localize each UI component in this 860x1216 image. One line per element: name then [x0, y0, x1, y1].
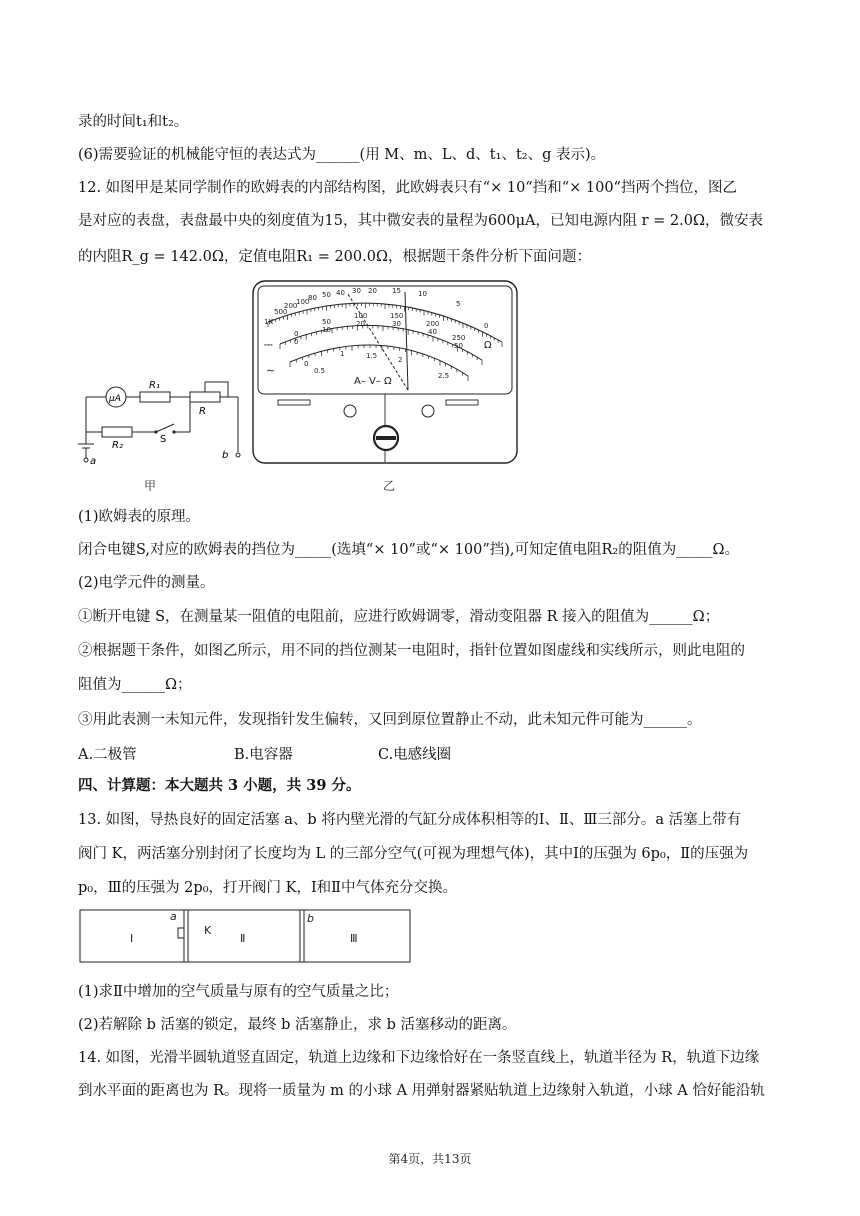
- piston-b-label: b: [307, 912, 314, 925]
- ohm-scale-label: 500: [274, 308, 288, 316]
- ohm-scale-label: 50: [322, 291, 331, 299]
- question-13-part-1: (1)求Ⅱ中增加的空气质量与原有的空气质量之比；: [78, 984, 399, 1000]
- mid-scale-label: 10: [322, 326, 331, 334]
- label-r2: R₂: [112, 440, 123, 451]
- mid-scale-label: 100: [354, 312, 368, 320]
- ohm-scale-label: 30: [352, 287, 361, 295]
- sub-question-2-item-2-cont: 阻值为______Ω；: [78, 677, 192, 693]
- piston-a-label: a: [170, 910, 177, 923]
- text-line-1: 录的时间t₁和t₂。: [78, 114, 189, 130]
- section-heading: 四、计算题：本大题共 3 小题，共 39 分。: [78, 777, 361, 794]
- ohm-scale-label: 200: [284, 302, 298, 310]
- low-scale-label: 0: [304, 360, 309, 368]
- mid-scale-label: 20: [356, 320, 365, 328]
- mode-text: A– V– Ω: [354, 376, 392, 387]
- question-13-line-2: 阀门 K，两活塞分别封闭了长度均为 L 的三部分空气(可视为理想气体)，其中Ⅰ的压强为 6p₀，Ⅱ的压强为: [78, 846, 749, 862]
- mid-scale-label: 40: [428, 328, 437, 336]
- question-12-line-2: 是对应的表盘，表盘最中央的刻度值为15，其中微安表的量程为600μA，已知电源内阻 r = 2.0Ω，微安表: [78, 213, 764, 229]
- dc-symbol: ⎓: [264, 338, 273, 351]
- low-scale-label: 2: [398, 356, 403, 364]
- label-r: R: [199, 406, 206, 417]
- sub-question-1-title: (1)欧姆表的原理。: [78, 509, 201, 525]
- label-switch-s: S: [160, 434, 167, 445]
- question-14-line-1: 14. 如图，光滑半圆轨道竖直固定，轨道上边缘和下边缘恰好在一条竖直线上，轨道半径为 R，轨道下边缘: [78, 1050, 760, 1066]
- mid-scale-label: 150: [390, 312, 404, 320]
- mid-scale-label: 0: [294, 338, 299, 346]
- mid-scale-label: 30: [392, 320, 401, 328]
- label-microammeter: μA: [109, 394, 121, 404]
- chamber-3-label: Ⅲ: [350, 932, 358, 945]
- mid-scale-label: 0: [294, 330, 299, 338]
- question-13-line-3: p₀，Ⅲ的压强为 2p₀，打开阀门 K，Ⅰ和Ⅱ中气体充分交换。: [78, 880, 458, 896]
- chamber-1-label: Ⅰ: [130, 932, 134, 945]
- question-13-part-2: (2)若解除 b 活塞的锁定，最终 b 活塞静止，求 b 活塞移动的距离。: [78, 1017, 517, 1033]
- circuit-caption: 甲: [144, 479, 157, 493]
- cylinder-diagram: [78, 906, 414, 966]
- low-scale-label: 0.5: [314, 367, 326, 375]
- mid-scale-label: 50: [322, 318, 331, 326]
- valve-label: K: [204, 924, 212, 937]
- chamber-2-label: Ⅱ: [240, 932, 246, 945]
- question-12-line-1: 12. 如图甲是某同学制作的欧姆表的内部结构图，此欧姆表只有“× 10“挡和“× 100“挡两个挡位，图乙: [78, 180, 737, 196]
- ac-symbol: ∼: [266, 364, 276, 377]
- sub-question-1-text: 闭合电键S,对应的欧姆表的挡位为_____(选填“× 10”或“× 100”挡),可知定值电阻R₂的阻值为_____Ω。: [78, 542, 739, 558]
- option-b: B.电容器: [234, 747, 293, 763]
- sub-question-2-item-1: ①断开电键 S，在测量某一阻值的电阻前，应进行欧姆调零，滑动变阻器 R 接入的阻值为______Ω；: [78, 609, 720, 625]
- low-scale-label: 2.5: [438, 372, 450, 380]
- question-12-line-3: 的内阻R_g = 142.0Ω，定值电阻R₁ = 200.0Ω，根据题干条件分析下面问题：: [78, 249, 591, 265]
- option-c: C.电感线圈: [378, 747, 452, 763]
- label-r1: R₁: [149, 380, 160, 391]
- label-terminal-a: a: [90, 456, 97, 467]
- text-line-2: (6)需要验证的机械能守恒的表达式为______(用 M、m、L、d、t₁、t₂、g 表示)。: [78, 147, 606, 163]
- label-terminal-b: b: [222, 450, 229, 461]
- low-scale-label: 1: [340, 350, 345, 358]
- meter-dial: [250, 278, 520, 468]
- ohm-unit: Ω: [484, 340, 492, 351]
- circuit-diagram: [78, 372, 248, 472]
- ohm-scale-label: 40: [336, 289, 345, 297]
- page-footer: 第4页，共13页: [388, 1152, 472, 1166]
- question-13-line-1: 13. 如图，导热良好的固定活塞 a、b 将内壁光滑的气缸分成体积相等的Ⅰ、Ⅱ、Ⅲ三部分。a 活塞上带有: [78, 812, 742, 828]
- sub-question-2-title: (2)电学元件的测量。: [78, 575, 215, 591]
- ohm-scale-label: 0: [484, 322, 489, 330]
- mid-scale-label: 50: [454, 342, 463, 350]
- option-a: A.二极管: [78, 747, 137, 763]
- ohm-scale-label: 5: [456, 300, 461, 308]
- low-scale-label: 1.5: [366, 352, 378, 360]
- ohm-scale-label: 80: [308, 294, 317, 302]
- ohm-scale-label: 15: [392, 287, 401, 295]
- question-14-line-2: 到水平面的距离也为 R。现将一质量为 m 的小球 A 用弹射器紧贴轨道上边缘射入轨道，小球 A 恰好能沿轨: [78, 1083, 765, 1099]
- ohm-scale-label: 100: [296, 298, 310, 306]
- ohm-scale-label: 1K: [264, 318, 274, 326]
- ohm-scale-label: 10: [418, 290, 427, 298]
- sub-question-2-item-3: ③用此表测一未知元件，发现指针发生偏转，又回到原位置静止不动，此未知元件可能为______。: [78, 712, 702, 728]
- mid-scale-label: 250: [452, 334, 466, 342]
- sub-question-2-item-2: ②根据题干条件，如图乙所示，用不同的挡位测某一电阻时，指针位置如图虚线和实线所示，则此电阻的: [78, 643, 745, 659]
- dial-caption: 乙: [383, 479, 396, 493]
- mid-scale-label: 200: [426, 320, 440, 328]
- ohm-scale-label: 20: [368, 287, 377, 295]
